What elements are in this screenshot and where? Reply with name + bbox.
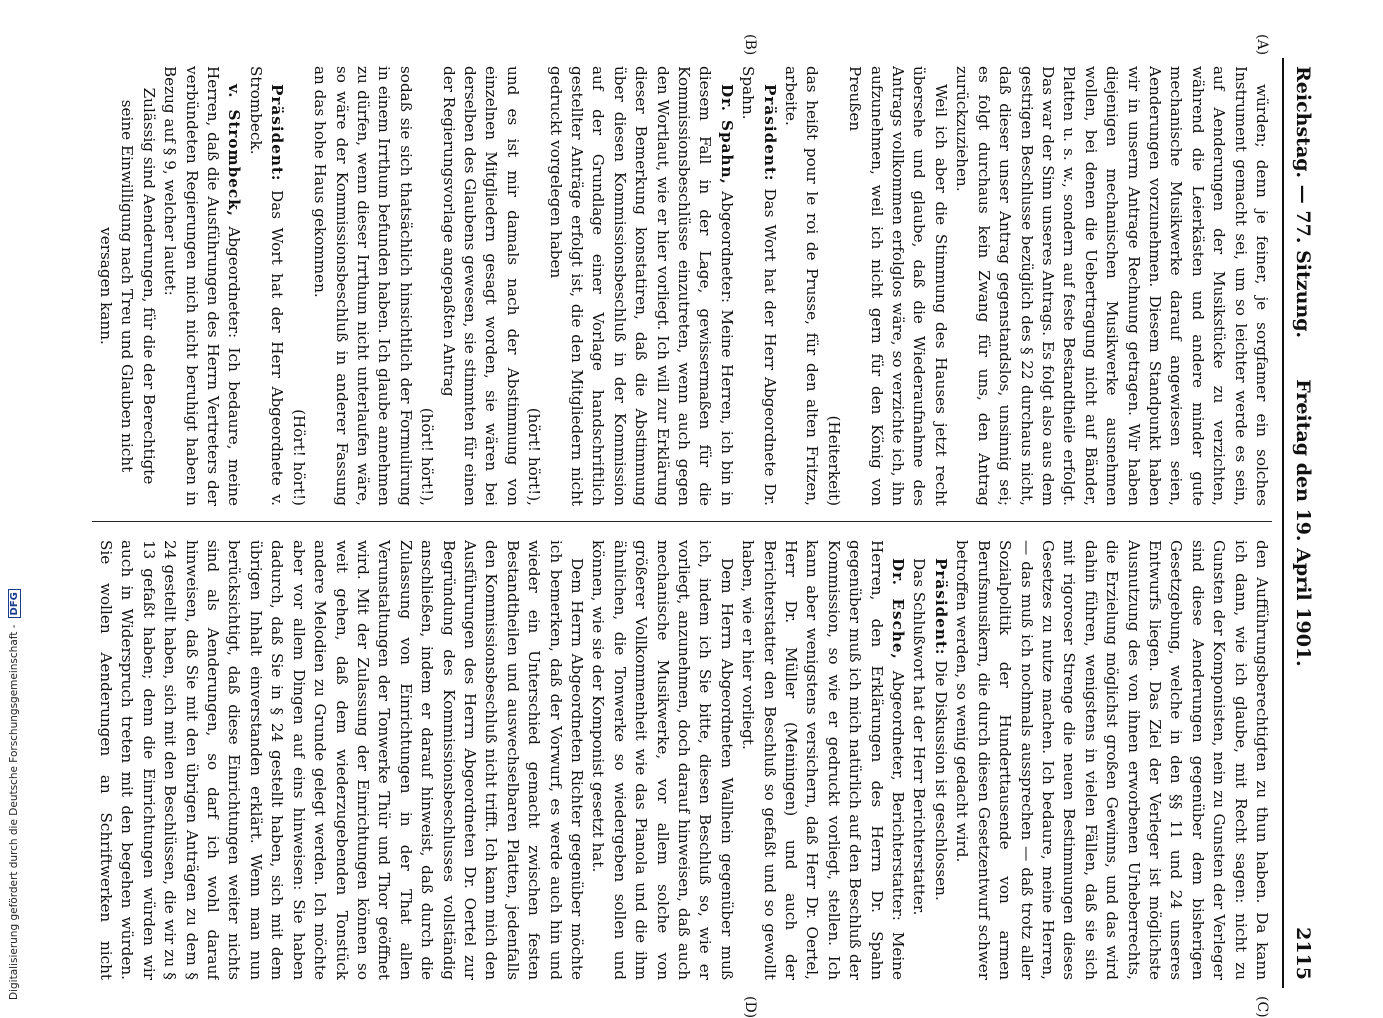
paragraph-text: Das Wort hat der Herr Abgeordnete v. Strombeck. — [246, 66, 287, 506]
paragraph — [930, 540, 951, 980]
paragraph-text: Dem Herrn Abgeordneten Richter gegenüber möchte ich bemerken, daß der Vorwurf, es werde auch hin und wieder ein Unterschied gemacht zwischen festen Bestandtheilen und auswechselbaren Platten, jedenfalls den Kommissionsbeschluß nicht trifft. Ich kann mich den Ausführungen des Herrn Abgeordneten Dr. Oertel zur Begründung des Kommissionsbeschlusses vollständig anschließen, indem er darauf hinweist, daß durch die Zulassung von Einrichtungen in der That allen Verunstaltungen der Tonwerke Thür und Thor geöffnet wird. Mit der Zulassung der Einrichtungen können so weit gehen, daß dem wiederzugebenden Tonstück andere Melodien zu Grunde gelegt werden. Ich möchte aber vor allem Dingen auf eins hinweisen: Sie haben dadurch, daß Sie in § 24 gestellt haben, sich mit dem übrigen Inhalt einverstanden erklärt. Wenn man nun berücksichtigt, daß diese Einrichtungen weiter nichts sind als Aenderungen, so darf ich wohl darauf hinweisen, daß Sie mit den übrigen Anträgen zu dem § 24 gestellt haben, sich mit den Beschlüssen, die wir zu § 13 gefaßt haben; denn die Einrichtungen würden wir auch in Widerspruch treten mit den begehen würden. Sie wollen Aenderungen an Schriftwerken nicht — [97, 540, 586, 980]
paragraph-text: (Heiterkeit) — [824, 415, 843, 506]
paragraph — [822, 66, 843, 506]
paragraph-text: Zulässig sind Aenderungen, für die der Berechtigte seine Einwilligung nach Treu und Glauben nicht versagen kann. — [97, 87, 158, 485]
paragraph — [245, 66, 288, 506]
paragraph-text: Abgeordneter: Ich bedaure, meine Herren, daß die Ausführungen des Herrn Vertreters der verbündeten Regierungen mich nicht beruhigt haben in Bezug auf § 9, welcher lautet: — [161, 66, 244, 506]
left-column — [92, 66, 1272, 506]
speaker-name: Präsident: — [760, 84, 779, 182]
paragraph-text: Die Diskussion ist geschlossen. — [931, 655, 950, 901]
paragraph-text: (hört! hört!), — [525, 407, 544, 506]
speaker-name: Dr. Esche, — [889, 558, 908, 660]
speaker-name: Dr. Spahn, — [717, 84, 736, 185]
paragraph — [544, 66, 737, 506]
margin-marker-a: (A) — [1254, 34, 1270, 56]
paragraph-text: das heißt pour le roi de Prusse, für den alten Fritzen, arbeite. — [782, 66, 822, 506]
paragraph — [908, 540, 929, 980]
paragraph-text: und es ist mir damals nach der Abstimmung von einzelnen Mitgliedern gesagt worden, sie wären bei derselben des Glaubens gewesen, sie stimmten für einen der Regierungsvorlage angepaßten Antrag — [439, 66, 522, 506]
paragraph — [92, 540, 587, 980]
paragraph-text: würden; denn je feiner, je sorgfamer ein solches Instrument gemacht sei, um so leichter werde es sein, auf Aenderungen der Musikstücke zu verzichten, während die Leierkästen und andere minder gute mechanische Musikwerke darauf angewiesen seien, Aenderungen vorzunehmen. Diesem Standpunkt haben wir in unserm Antrage Rechnung getragen. Wir haben diejenigen mechanischen Musikwerke ausnehmen wollen, bei denen die Uebertragung nicht auf Bänder, Platten u. s. w., sondern auf feste Bestandtheile erfolgt. Das war der Sinn unseres Antrags. Es folgt also aus dem gestrigen Beschlusse bezüglich des § 22 durchaus nicht, daß dieser unser Antrag gegenstandslos, unsinnig sei; es folgt durchaus kein Zwang für uns, den Antrag zurückzuziehen. — [953, 66, 1271, 506]
margin-marker-c: (C) — [1254, 996, 1270, 1018]
paragraph — [92, 66, 95, 506]
margin-marker-d: (D) — [742, 996, 758, 1018]
dfg-logo: DFG — [8, 589, 21, 618]
paragraph-text: sodaß sie sich thatsächlich hinsichtlich der Formulirung in einem Irrthum befunden haben. Ich glaube annehmen zu dürfen, wenn dieser Irrthum nicht unterlaufen wäre, so wäre der Kommissionsbeschluß in anderer Fassung an das hohe Haus gekommen. — [311, 66, 415, 506]
right-column — [92, 540, 1272, 980]
page-header — [1286, 58, 1318, 988]
speaker-name: v. Strombeck, — [225, 84, 244, 217]
paragraph-text: Das Schlußwort hat der Herr Berichterstatter. — [910, 558, 929, 916]
paragraph — [437, 66, 523, 506]
header-session: Reichstag. — 77. Sitzung. — [1292, 66, 1314, 339]
digitization-footer — [8, 0, 24, 1000]
speaker-name: Präsident: — [268, 84, 287, 182]
paragraph-text: den Aufführungsberechtigten zu thun haben. Da kann ich dann, wie ich glaube, mit Recht sagen: nicht zu Gunsten der Komponisten, nein zu Gunsten der Verleger sind diese Aenderungen gegenüber dem bisherigen Gesetzgebung, welche in den §§ 11 und 24 unseres Entwurfs liegen. Das Ziel der Verleger ist möglichste Ausnutzung des von ihnen erworbenen Urheberrechts, die Erzielung möglichst großen Gewinns, und das wird dahin führen, wenigstens in vielen Fällen, daß sie sich mit rigoroser Strenge die neuen Bestimmungen dieses Gesetzes zu nutze machen. Ich bedaure, meine Herren, — das muß ich nochmals aussprechen — daß trotz aller Sozialpolitik der Hunderttausende von armen Berufsmusikern, die durch diesen Gesetzentwurf schwer betroffen werden, so wenig gedacht wird. — [953, 540, 1271, 980]
paragraph — [737, 66, 780, 506]
paragraph-text: (hört! hört!), — [418, 407, 437, 506]
paragraph — [416, 66, 437, 506]
footer-text: Digitalisierung gefördert durch die Deutsche Forschungsgemeinschaft - — [8, 624, 20, 1000]
paragraph — [737, 540, 908, 980]
document-page — [78, 34, 1318, 1018]
paragraph — [951, 66, 1272, 506]
paragraph — [287, 66, 308, 506]
paragraph-text: Dem Herrn Abgeordneten Wallhein gegenüber muß ich, indem ich Sie bitte, diesen Beschluß so, wie er vorliegt, anzunehmen, doch darauf hinweisen, daß auch mechanische Musikwerke, vor allem solche von größerer Vollkommenheit wie das Pianola und die ihm ähnlichen, die Tonwerke so wiedergeben sollen und können, wie sie der Komponist gesetzt hat. — [589, 540, 736, 980]
paragraph-text — [92, 66, 94, 506]
paragraph — [159, 66, 245, 506]
paragraph-text: Abgeordneter, Berichterstatter: Meine Herren, den Erklärungen des Herrn Dr. Spahn gegenüber muß ich mich natürlich auf den Beschluß der Kommission, so wie er gedruckt vorliegt, stellen. Ich kann aber wenigstens versichern, daß Herr Dr. Oertel, Herr Dr. Müller (Meiningen) und auch der Berichterstatter den Beschluß so gefaßt und so gewollt haben, wie er hier vorliegt. — [739, 540, 908, 980]
header-page-number: 2115 — [1292, 927, 1314, 980]
paragraph — [780, 66, 823, 506]
paragraph — [587, 540, 737, 980]
paragraph-text: Weil ich aber die Stimmung des Hauses jetzt recht übersehe und glaube, daß die Wiederaufnahme des Antrags vollkommen erfolglos wäre, so verzichte ich, ihn aufzunehmen, weil ich nicht gern für den König von Preußen — [846, 66, 950, 506]
margin-marker-b: (B) — [742, 34, 758, 56]
header-rule — [1282, 58, 1284, 988]
paragraph — [95, 66, 159, 506]
paragraph-text: (Hört! hört!) — [289, 409, 308, 506]
paragraph — [309, 66, 416, 506]
column-divider — [92, 521, 1272, 522]
paragraph-text: Abgeordneter: Meine Herren, ich bin in diesem Fall in der Lage, gewissermaßen für die Kommissionsbeschlüsse einzutreten, wenn auch gegen den Wortlaut, wie er hier vorliegt. Ich will zur Erklärung dieser Bemerkung konstatiren, daß die Abstimmung über diesen Kommissionsbeschluß in der Kommission auf der Grundlage einer Vorlage handschriftlich gestellter Anträge erfolgt ist, die den Mitgliedern nicht gedruckt vorgelegen haben — [546, 66, 736, 506]
header-date: Freitag den 19. April 1901. — [1292, 379, 1314, 667]
paragraph-text: Das Wort hat der Herr Abgeordnete Dr. Spahn. — [739, 66, 779, 506]
paragraph — [951, 540, 1272, 980]
speaker-name: Präsident: — [931, 558, 950, 656]
paragraph — [844, 66, 951, 506]
paragraph — [523, 66, 544, 506]
